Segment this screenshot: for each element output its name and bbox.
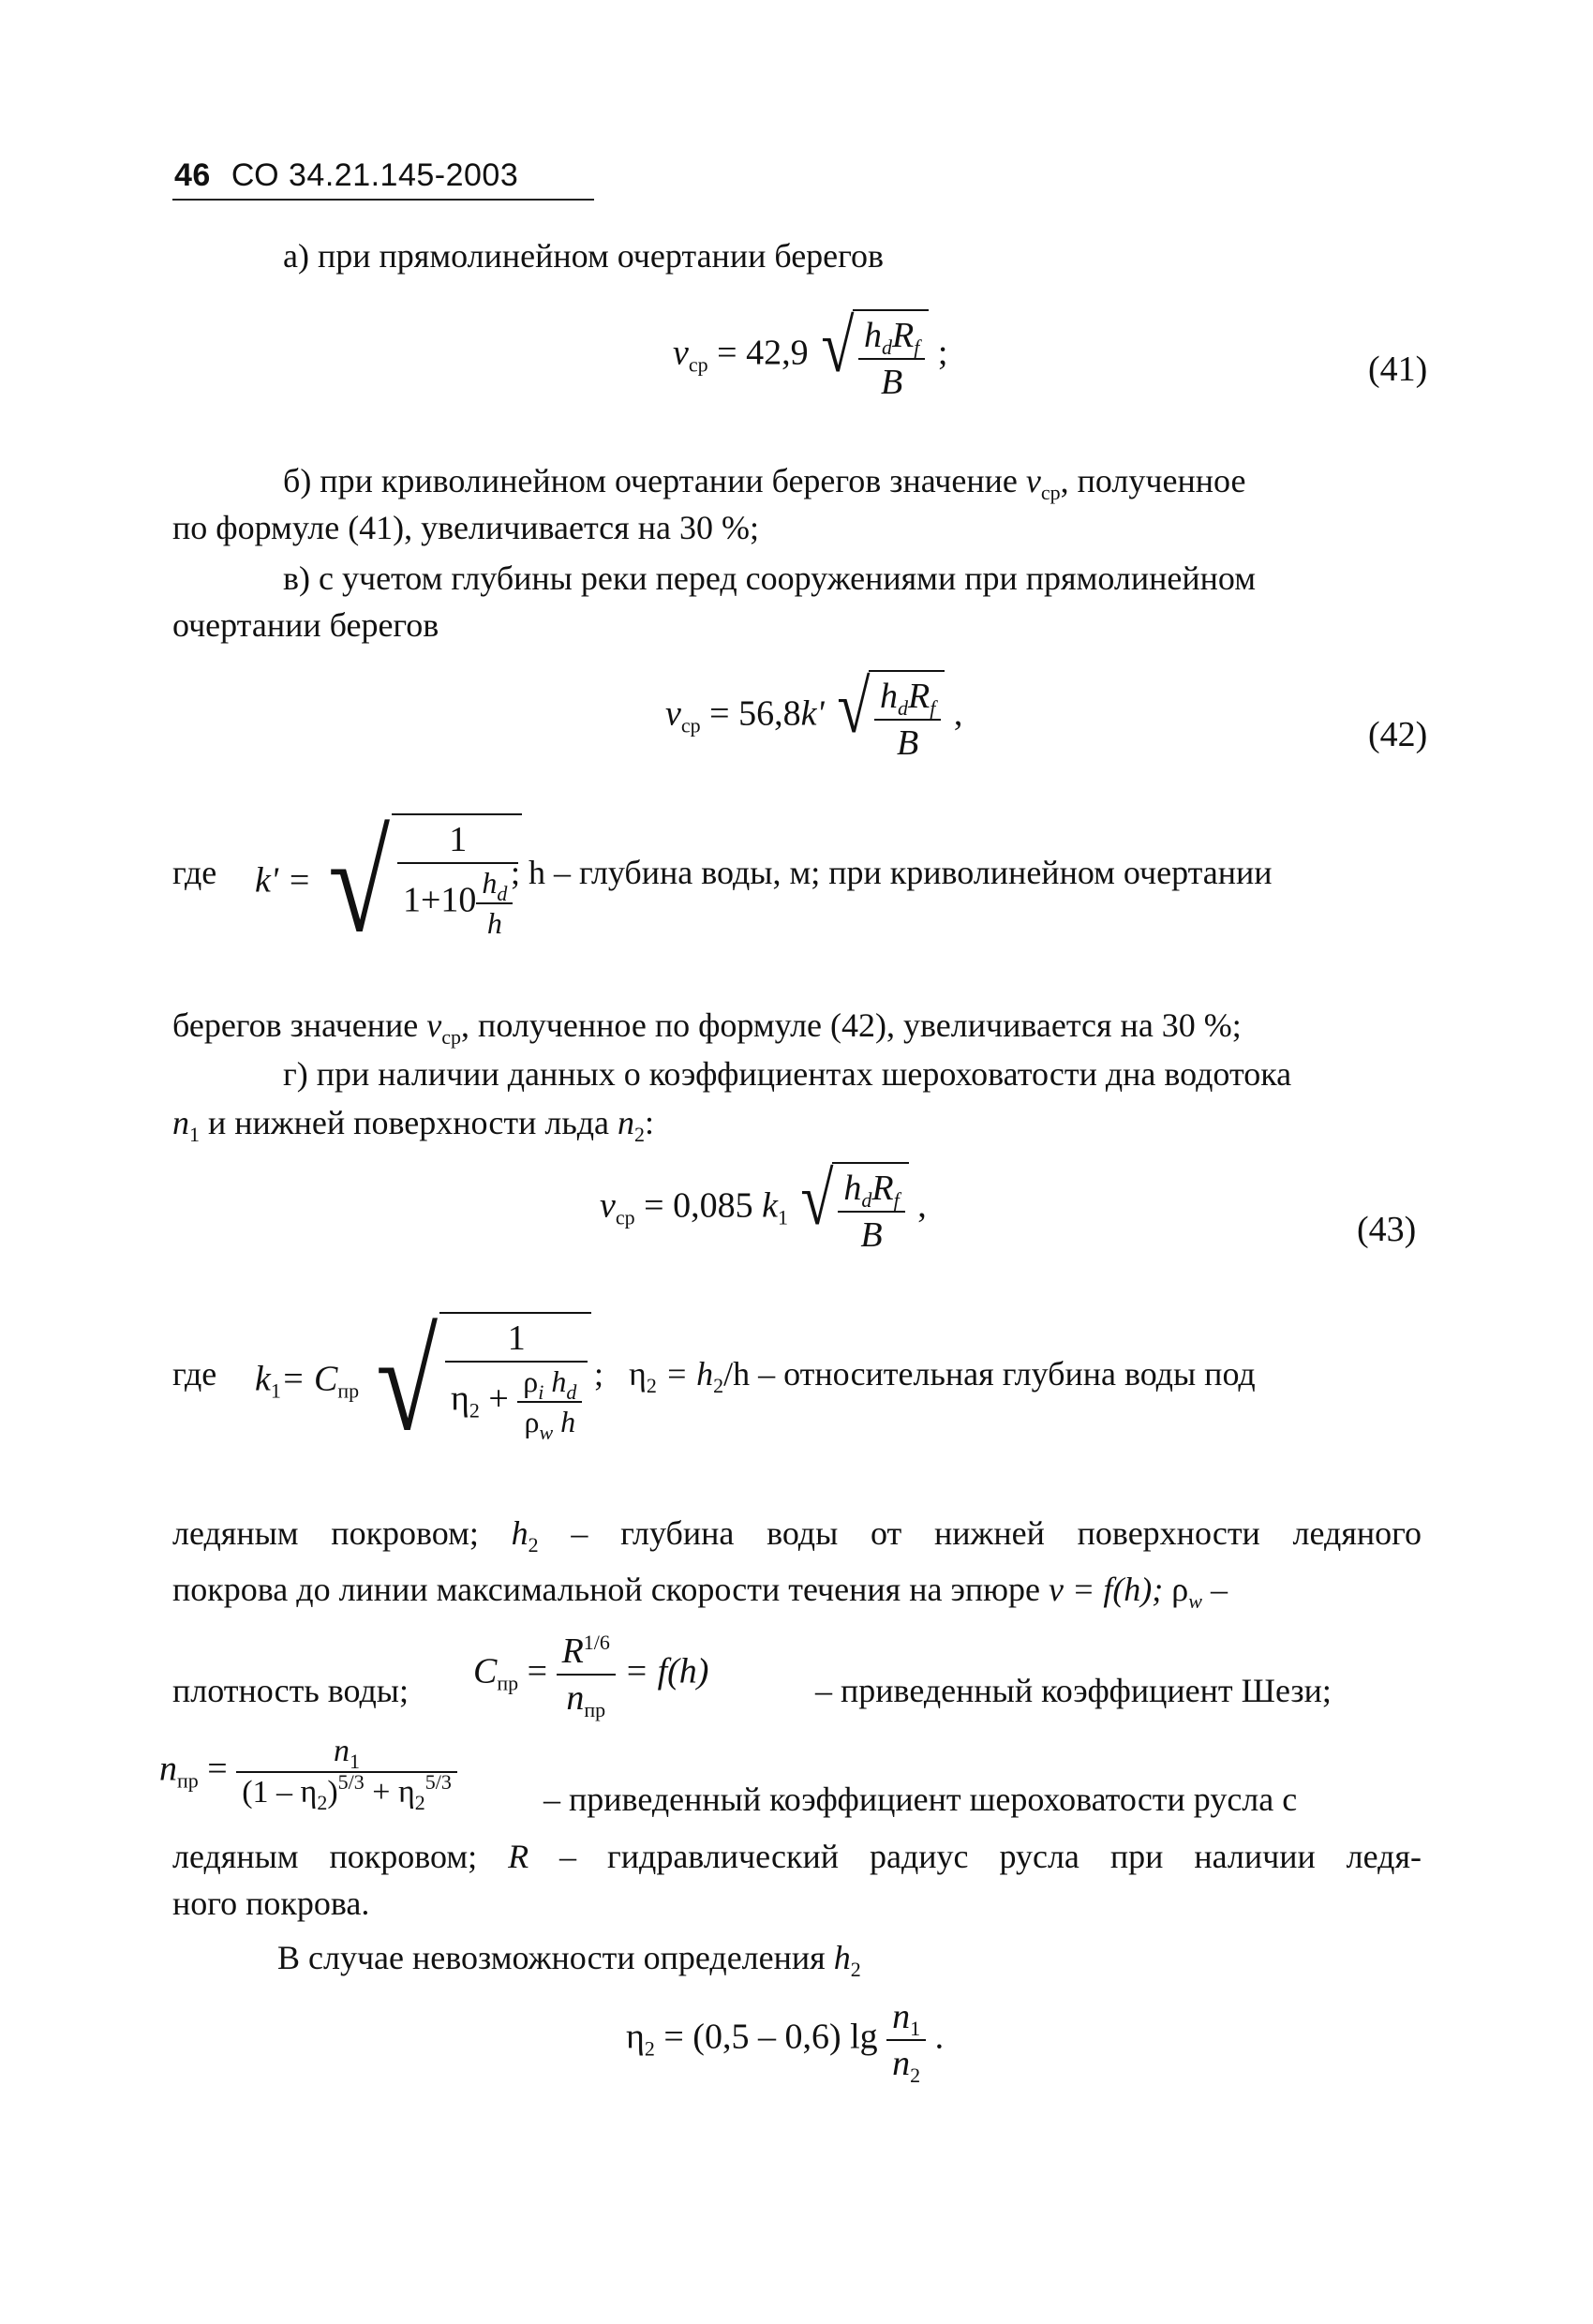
paragraph-R: ледяным покровом; R – гидравлический радиус русла при наличии ледя- [172,1838,1422,1875]
equation-number-43: (43) [1357,1210,1417,1249]
equation-42: $v_{ср} = 56,8k'$ √ $\frac{h_dR_f}{B}$ , [665,666,963,763]
sqrt-symbol: √ $\frac{h_dR_f}{B}$ [833,670,945,764]
equation-k-prime: k' = √ 1 1+10 $\frac{h_d}{h}$ [255,813,522,954]
equation-k1: $k_1= C_{пр}$ √ 1 $\eta_2$ + $\frac{\rho_i h_d}{\rho_w h}$ [255,1312,591,1452]
paragraph-g: г) при наличии данных о коэффициентах шероховатости дна водотока [283,1055,1292,1093]
sqrt-symbol: √ 1 $\eta_2$ + $\frac{\rho_i h_d}{\rho_w h}$ [368,1312,592,1452]
sqrt-symbol: √ $\frac{h_dR_f}{B}$ [817,309,929,403]
paragraph-R-cont: ного покрова. [172,1885,370,1922]
equation-eta2: $\eta_2 = (0,5 - 0,6)$ lg $\frac{n_1}{n_2}$ . [626,1997,945,2087]
document-code: СО 34.21.145-2003 [231,157,519,193]
where-k1-text: ; $\eta_2 = h_2/h$ – относительная глубина воды под [594,1355,1256,1397]
paragraph-b-cont: по формуле (41), увеличивается на 30 %; [172,509,759,546]
sqrt-symbol: √ $\frac{h_dR_f}{B}$ [796,1162,908,1256]
paragraph-npr-text: – приведенный коэффициент шероховатости русла с [543,1780,1298,1818]
paragraph-ice-2: покрова до линии максимальной скорости течения на эпюре v = f(h); $\rho_w$ – [172,1571,1228,1613]
page-number: 46 [174,157,211,193]
where-k-gde: где [172,854,217,891]
equation-n-pr: $n_{пр}$ = $\frac{n_1}{(1 - \eta_2)^{5/3} + \eta_2^{5/3}}$ [159,1734,457,1810]
paragraph-b: б) при криволинейном очертании берегов значение $v_{ср}$, полученное [283,462,1246,504]
equation-41: $v_{ср} = 42,9$ √ $\frac{h_dR_f}{B}$ ; [673,305,948,402]
paragraph-ice-1: ледяным покровом; $h_2$ – глубина воды от нижней поверхности ледяного [172,1514,1422,1557]
paragraph-k-end: берегов значение $v_{ср}$, полученное по формуле (42), увеличивается на 30 %; [172,1006,1242,1049]
where-k1-gde: где [172,1355,217,1393]
header-rule [172,199,594,201]
paragraph-v-cont: очертании берегов [172,606,439,644]
paragraph-chezy-text: – приведенный коэффициент Шези; [815,1672,1332,1709]
where-k-text: ; h – глубина воды, м; при криволинейном очертании [511,854,1273,891]
equation-number-42: (42) [1368,715,1428,754]
sqrt-symbol: √ 1 1+10 $\frac{h_d}{h}$ [320,813,523,954]
paragraph-case: В случае невозможности определения $h_2$ [277,1939,861,1981]
paragraph-a: а) при прямолинейном очертании берегов [283,237,885,275]
paragraph-g-cont: $n_1$ и нижней поверхности льда $n_2$: [172,1104,655,1146]
equation-number-41: (41) [1368,350,1428,389]
paragraph-v: в) с учетом глубины реки перед сооружениями при прямолинейном [283,559,1256,597]
page-header [174,157,518,194]
paragraph-chezy-start: плотность воды; [172,1672,409,1709]
equation-43: $v_{ср} = 0,085$ $k_1$ √ $\frac{h_dR_f}{B}$ , [600,1158,927,1255]
equation-chezy: $C_{пр}$ = $\frac{R^{1/6}}{n_{пр}}$ = f(h) [473,1631,709,1721]
